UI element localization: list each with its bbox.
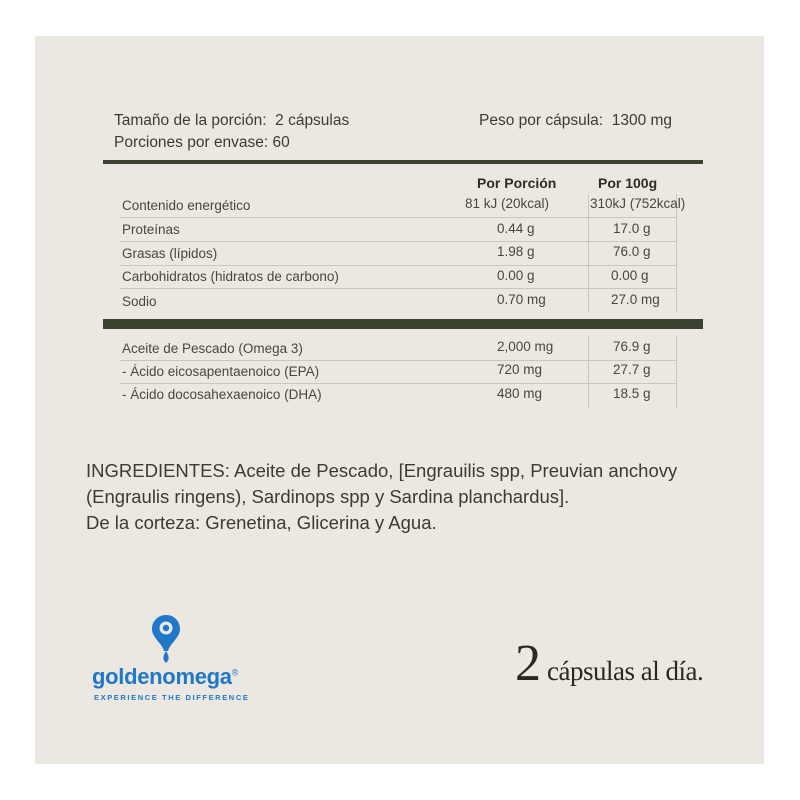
row-fat-portion: 1.98 g [497, 244, 535, 259]
row-dha-portion: 480 mg [497, 386, 543, 401]
capsule-weight-label: Peso por cápsula: [479, 112, 604, 129]
row-fat-name: Grasas (lípidos) [122, 246, 218, 261]
column-divider [588, 336, 589, 408]
brand-logo-text [92, 664, 238, 690]
registered-mark: ® [231, 667, 239, 678]
serving-size [114, 112, 349, 130]
row-divider [120, 360, 677, 361]
brand-name: goldenomega [92, 664, 232, 689]
daily-dose [515, 635, 704, 692]
serving-size-label: Tamaño de la porción: [114, 112, 267, 129]
row-epa-name: - Ácido eicosapentaenoico (EPA) [122, 364, 320, 379]
row-divider [120, 217, 677, 218]
brand-tagline: EXPERIENCE THE DIFFERENCE [94, 693, 250, 702]
row-sodium-per100: 27.0 mg [611, 292, 660, 307]
row-dha-per100: 18.5 g [613, 386, 651, 401]
ingredients-line-2: (Engraulis ringens), Sardinops spp y Sardina planchardus]. [86, 486, 570, 507]
serving-size-value: 2 cápsulas [275, 112, 350, 129]
row-protein-per100: 17.0 g [613, 221, 651, 236]
ingredients-line-1: INGREDIENTES: Aceite de Pescado, [Engrauilis spp, Preuvian anchovy [86, 460, 678, 481]
capsule-weight-value: 1300 mg [611, 112, 673, 129]
row-energy-per100: 310kJ (752kcal) [590, 196, 686, 211]
row-carbs-portion: 0.00 g [497, 268, 535, 283]
row-protein-portion: 0.44 g [497, 221, 535, 236]
label-panel [35, 36, 764, 764]
top-divider-bar [103, 160, 703, 164]
servings-per-container [114, 134, 290, 152]
row-carbs-name: Carbohidratos (hidratos de carbono) [122, 269, 339, 284]
row-divider [120, 383, 677, 384]
capsule-weight [479, 112, 672, 130]
column-divider [676, 336, 677, 408]
row-divider [120, 265, 677, 266]
row-dha-name: - Ácido docosahexaenoico (DHA) [122, 387, 322, 402]
dose-text: cápsulas al día. [547, 656, 704, 686]
middle-divider-bar [103, 319, 703, 329]
row-fat-per100: 76.0 g [613, 244, 651, 259]
row-fish-oil-per100: 76.9 g [613, 339, 651, 354]
row-sodium-portion: 0.70 mg [497, 292, 546, 307]
ingredients-line-3: De la corteza: Grenetina, Glicerina y Agua. [86, 512, 437, 533]
row-epa-per100: 27.7 g [613, 362, 651, 377]
header-per-portion: Por Porción [477, 175, 557, 191]
row-protein-name: Proteínas [122, 222, 180, 237]
ingredients-text [86, 458, 756, 536]
row-epa-portion: 720 mg [497, 362, 543, 377]
row-divider [120, 288, 677, 289]
servings-value: 60 [272, 134, 290, 151]
column-divider [588, 194, 589, 312]
row-fish-oil-name: Aceite de Pescado (Omega 3) [122, 341, 303, 356]
servings-label: Porciones por envase: [114, 134, 269, 151]
row-sodium-name: Sodio [122, 294, 157, 309]
column-divider [676, 194, 677, 312]
row-energy-portion: 81 kJ (20kcal) [465, 196, 550, 211]
header-per-100g: Por 100g [598, 175, 658, 191]
dose-number: 2 [515, 635, 541, 692]
row-fish-oil-portion: 2,000 mg [497, 339, 554, 354]
row-energy-name: Contenido energético [122, 198, 251, 213]
row-carbs-per100: 0.00 g [611, 268, 649, 283]
row-divider [120, 241, 677, 242]
drop-pin-icon [150, 613, 182, 670]
